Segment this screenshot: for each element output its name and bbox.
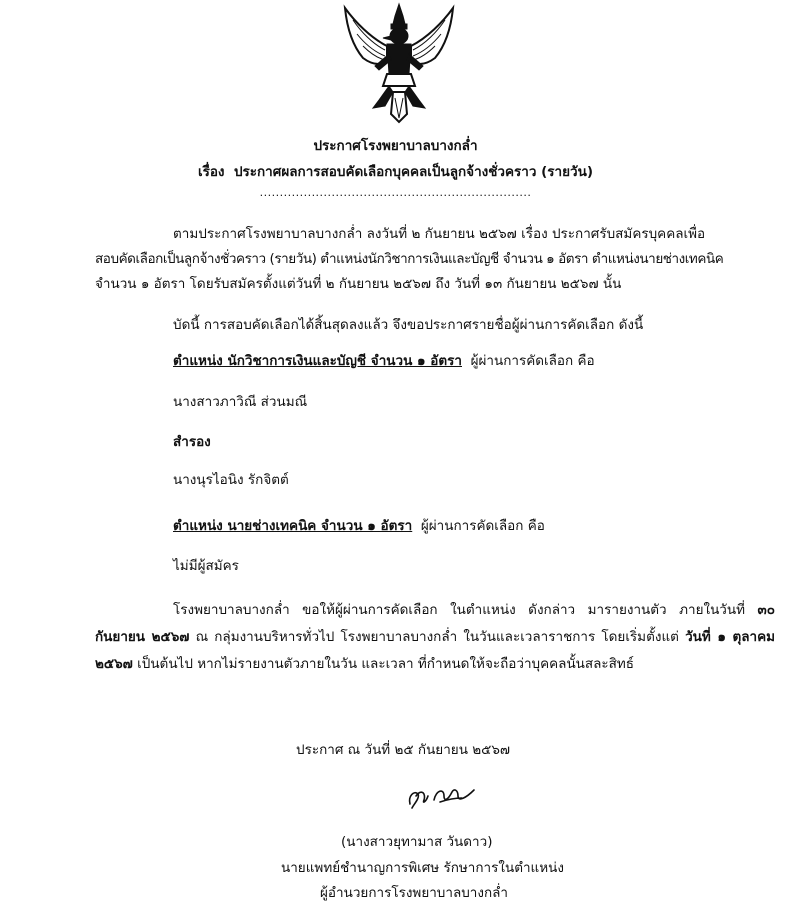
agency-title: ประกาศโรงพยาบาลบางกล่ำ <box>313 138 478 154</box>
position-2-heading <box>173 514 545 536</box>
signature-icon <box>404 778 486 812</box>
closing-text-c: เป็นต้นไป หากไม่รายงานตัวภายในวัน และเวลา ที่กำหนดให้จะถือว่าบุคคลนั้นสละสิทธ์ <box>137 656 635 672</box>
position-2-result: ไม่มีผู้สมัคร <box>173 558 239 574</box>
closing-text-b: ณ กลุ่มงานบริหารทั่วไป โรงพยาบาลบางกล่ำ ในวันและเวลาราชการ โดยเริ่มตั้งแต่ <box>195 629 679 645</box>
position-1-reserve: นางนุรไอนิง รักจิตต์ <box>173 472 289 488</box>
closing-text-a: โรงพยาบาลบางกล่ำ ขอให้ผู้ผ่านการคัดเลือก ในตำแหน่ง ดังกล่าว มารายงานตัว ภายในวันที่ <box>173 602 746 618</box>
announcement-line: บัดนี้ การสอบคัดเลือกได้สิ้นสุดลงแล้ว จึงขอประกาศรายชื่อผู้ผ่านการคัดเลือก ดังนี้ <box>173 317 644 333</box>
signer-role: ผู้อำนวยการโรงพยาบาลบางกล่ำ <box>320 885 508 901</box>
subject-text: ประกาศผลการสอบคัดเลือกบุคคลเป็นลูกจ้างชั่วคราว (รายวัน) <box>233 164 594 180</box>
dotted-divider: .................................................................... <box>259 186 532 199</box>
garuda-emblem-icon <box>335 2 463 124</box>
start-date: วันที่ ๑ ตุลาคม ๒๕๖๗ <box>95 629 776 672</box>
intro-line-3: จำนวน ๑ อัตรา โดยรับสมัครตั้งแต่วันที่ ๒ กันยายน ๒๕๖๗ ถึง วันที่ ๑๓ กันยายน ๒๕๖๗ นั้น <box>95 276 622 292</box>
signer-name: (นางสาวยุทามาส วันดาว) <box>341 834 493 850</box>
announcement-date: ประกาศ ณ วันที่ ๒๕ กันยายน ๒๕๖๗ <box>296 742 511 758</box>
intro-line-1: ตามประกาศโรงพยาบาลบางกล่ำ ลงวันที่ ๒ กันยายน ๒๕๖๗ เรื่อง ประกาศรับสมัครบุคคลเพื่อ <box>173 226 706 242</box>
intro-line-2: สอบคัดเลือกเป็นลูกจ้างชั่วคราว (รายวัน) ตำแหน่งนักวิชาการเงินและบัญชี จำนวน ๑ อัตรา ตำแหน่งนายช่างเทคนิค <box>95 251 724 267</box>
position-2-title: ตำแหน่ง นายช่างเทคนิค จำนวน ๑ อัตรา <box>173 518 413 534</box>
position-1-winner: นางสาวภาวิณี ส่วนมณี <box>173 394 308 410</box>
subject-prefix: เรื่อง <box>197 164 225 180</box>
position-1-title: ตำแหน่ง นักวิชาการเงินและบัญชี จำนวน ๑ อัตรา <box>173 353 462 369</box>
position-2-suffix: ผู้ผ่านการคัดเลือก คือ <box>420 518 545 534</box>
report-deadline: ๓๐ กันยายน ๒๕๖๗ <box>95 602 775 645</box>
position-1-heading <box>173 349 595 371</box>
closing-paragraph <box>95 597 775 678</box>
reserve-label: สำรอง <box>173 434 211 450</box>
position-1-suffix: ผู้ผ่านการคัดเลือก คือ <box>470 353 595 369</box>
subject-line <box>0 160 791 182</box>
signer-position: นายแพทย์ชำนาญการพิเศษ รักษาการในตำแหน่ง <box>281 860 564 876</box>
